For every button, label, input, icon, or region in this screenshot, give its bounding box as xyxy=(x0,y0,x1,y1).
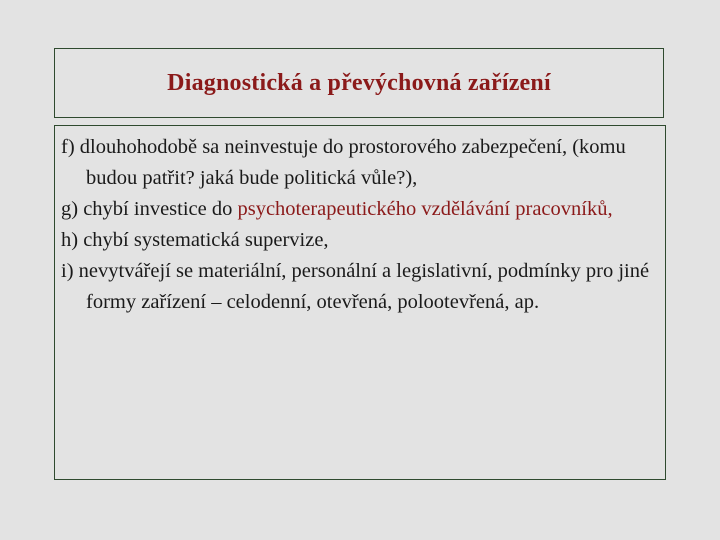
list-item-h: h) chybí systematická supervize, xyxy=(61,229,329,251)
list-item-g-text: g) chybí investice do xyxy=(61,198,238,220)
title-box xyxy=(54,48,664,118)
list-item-f: f) dlouhohodobě sa neinvestuje do prostorového zabezpečení, (komu budou patřit? jaká bude politická vůle?), xyxy=(61,136,626,189)
highlighted-text: psychoterapeutického vzdělávání pracovníků, xyxy=(237,198,613,220)
content-box xyxy=(54,125,666,480)
list-item-i: i) nevytvářejí se materiální, personální a legislativní, podmínky pro jiné formy zařízení – celodenní, otevřená, polootevřená, ap. xyxy=(61,260,650,313)
list-item-g xyxy=(61,194,657,225)
slide-title: Diagnostická a převýchovná zařízení xyxy=(167,69,551,96)
